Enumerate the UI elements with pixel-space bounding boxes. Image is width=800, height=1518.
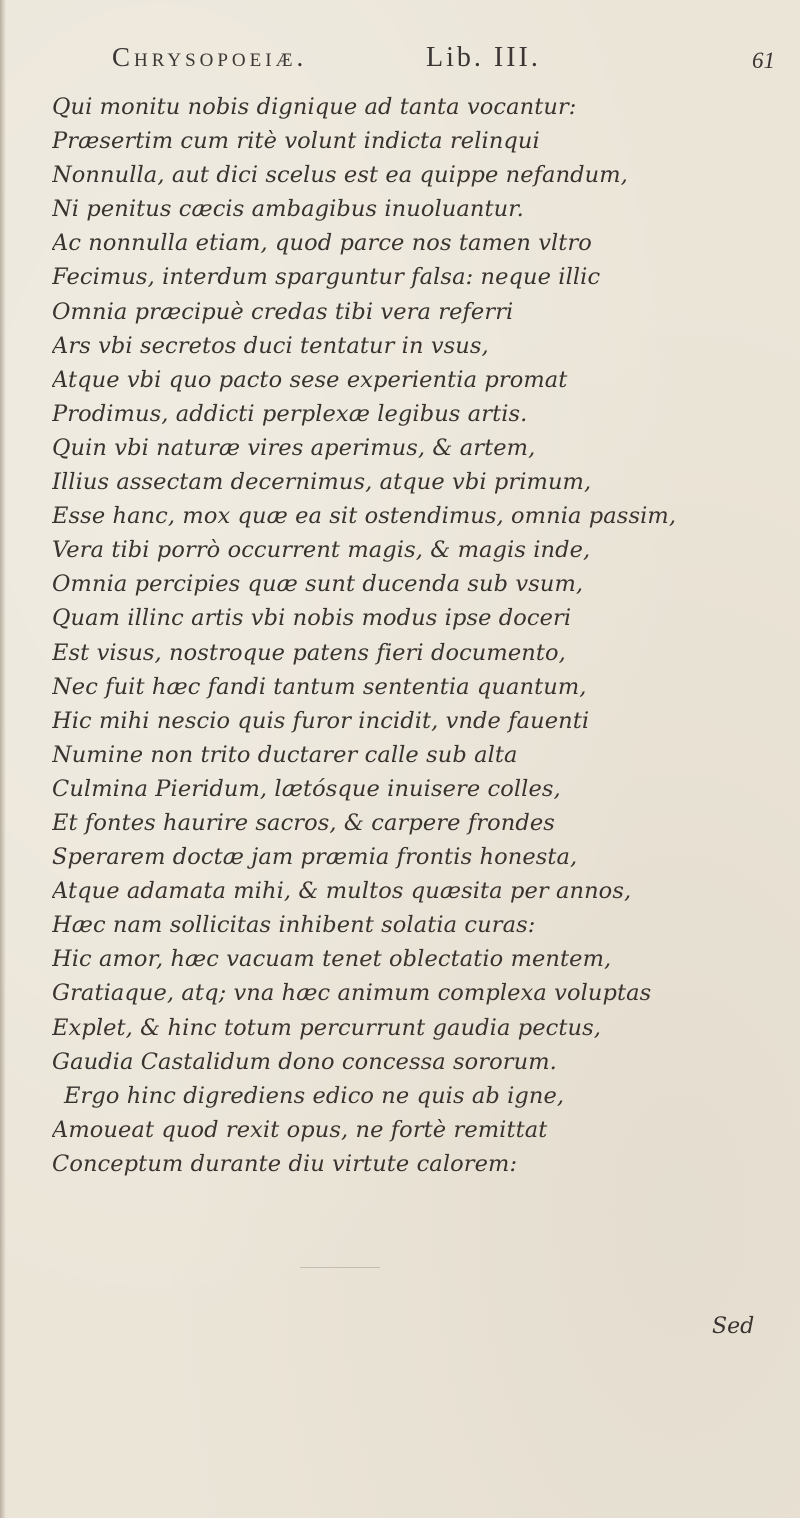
verse-line: Amoueat quod rexit opus, ne fortè remittat: [52, 1116, 548, 1143]
verse-line: Quin vbi naturæ vires aperimus, & artem,: [52, 434, 536, 461]
verse-line: Explet, & hinc totum percurrunt gaudia pectus,: [52, 1014, 601, 1041]
verse-line: Et fontes haurire sacros, & carpere frondes: [52, 809, 555, 836]
page-edge-shadow: [0, 0, 6, 1518]
verse-line: Sperarem doctæ jam præmia frontis honesta,: [52, 844, 578, 871]
verse-block: [52, 90, 782, 1181]
verse-line: Illius assectam decernimus, atque vbi primum,: [52, 469, 592, 496]
verse-line: Ars vbi secretos duci tentatur in vsus,: [52, 332, 489, 359]
verse-line: Conceptum durante diu virtute calorem:: [52, 1150, 518, 1177]
verse-line: Omnia præcipuè credas tibi vera referri: [52, 298, 514, 325]
catchword: Sed: [712, 1314, 755, 1339]
verse-line: Nonnulla, aut dici scelus est ea quippe nefandum,: [52, 162, 628, 189]
verse-line: Hic amor, hæc vacuam tenet oblectatio mentem,: [52, 946, 612, 973]
verse-line: Ni penitus cæcis ambagibus inuoluantur.: [52, 196, 524, 223]
verse-line: Vera tibi porrò occurrent magis, & magis inde,: [52, 537, 591, 564]
verse-line: Ac nonnulla etiam, quod parce nos tamen vltro: [52, 230, 592, 257]
verse-line: Esse hanc, mox quæ ea sit ostendimus, omnia passim,: [52, 503, 677, 530]
verse-line: Hæc nam sollicitas inhibent solatia curas:: [52, 912, 536, 939]
verse-line: Hic mihi nescio quis furor incidit, vnde fauenti: [52, 707, 590, 734]
page-number: 61: [752, 48, 775, 73]
faint-rule: [300, 1267, 380, 1268]
verse-line: Numine non trito ductarer calle sub alta: [52, 741, 518, 768]
verse-line: Est visus, nostroque patens fieri documento,: [52, 639, 566, 666]
page-header: [112, 42, 775, 82]
verse-line: Atque vbi quo pacto sese experientia promat: [52, 366, 568, 393]
verse-line: Culmina Pieridum, lætósque inuisere colles,: [52, 775, 561, 802]
verse-line: Fecimus, interdum sparguntur falsa: neque illic: [52, 264, 601, 291]
verse-line: Gratiaque, atq; vna hæc animum complexa voluptas: [52, 980, 652, 1007]
verse-line: Præsertim cum ritè volunt indicta relinqui: [52, 128, 540, 155]
verse-line: Atque adamata mihi, & multos quæsita per annos,: [52, 878, 632, 905]
verse-line: Quam illinc artis vbi nobis modus ipse doceri: [52, 605, 572, 632]
verse-line: Qui monitu nobis dignique ad tanta vocantur:: [52, 94, 577, 120]
verse-line: Omnia percipies quæ sunt ducenda sub vsum,: [52, 571, 584, 598]
verse-line: Ergo hinc digrediens edico ne quis ab igne,: [64, 1082, 565, 1109]
verse-line: Nec fuit hæc fandi tantum sententia quantum,: [52, 673, 587, 700]
book-label: Lib. III.: [426, 42, 541, 73]
running-title: Chrysopoeiæ.: [112, 42, 308, 72]
verse-line: Gaudia Castalidum dono concessa sororum.: [52, 1048, 557, 1075]
verse-line: Prodimus, addicti perplexæ legibus artis.: [52, 400, 528, 427]
